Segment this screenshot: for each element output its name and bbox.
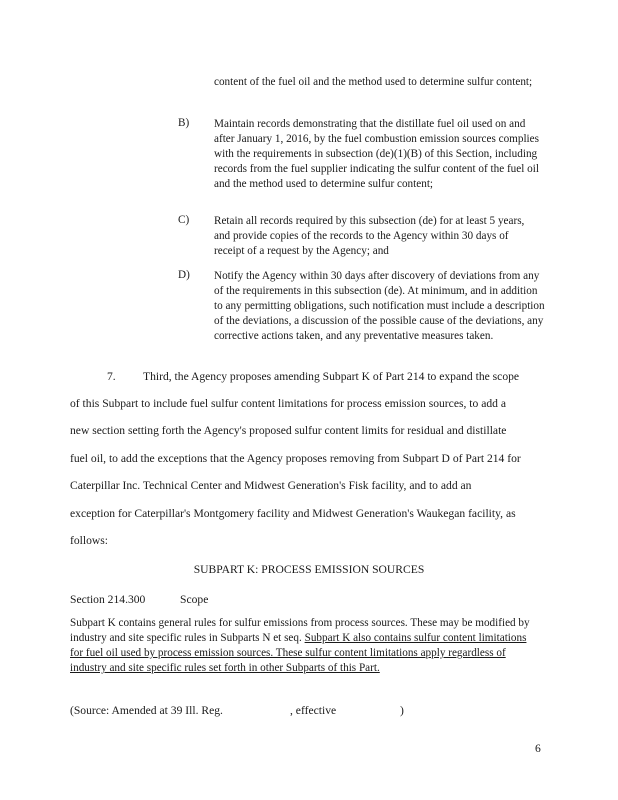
scope-amendment-text: Subpart K also contains sulfur content limitations for fuel oil used by process emission sources. These sulfur content limitations apply regardless of industry and site specific rules set forth in other Subparts of this Part. [70, 632, 527, 674]
paragraph-line-6: exception for Caterpillar's Montgomery facility and Midwest Generation's Waukegan facility, as [70, 507, 516, 520]
source-note-prefix: (Source: Amended at 39 Ill. Reg. [70, 704, 223, 717]
list-item-c-label: C) [178, 214, 190, 226]
paragraph-line-5: Caterpillar Inc. Technical Center and Midwest Generation's Fisk facility, and to add an [70, 479, 472, 492]
section-number: Section 214.300 [70, 593, 146, 606]
list-item-b-label: B) [178, 117, 190, 129]
section-title: Scope [180, 593, 209, 606]
source-note-effective: , effective [290, 704, 337, 717]
list-item-b-text: Maintain records demonstrating that the distillate fuel oil used on and after January 1, 2016, by the fuel combustion emission sources complies with the requirements in subsection (de)(1)(B) of this Section, including records from the fuel supplier indicating the sulfur content of the fuel oil and the method used to determine sulfur content; [214, 118, 539, 190]
paragraph-line-3: new section setting forth the Agency's proposed sulfur content limits for residual and distillate [70, 424, 507, 437]
paragraph-line-2: of this Subpart to include fuel sulfur content limitations for process emission sources, to add a [70, 397, 506, 410]
paragraph-line-4: fuel oil, to add the exceptions that the Agency proposes removing from Subpart D of Part 214 for [70, 452, 521, 465]
source-note-closing: ) [400, 704, 404, 717]
list-item-d-text: Notify the Agency within 30 days after discovery of deviations from any of the requirements in this subsection (de). At minimum, and in addition to any permitting obligations, such notification must include a description of the deviations, a discussion of the possible cause of the deviations, any corrective actions taken, and any preventative measures taken. [214, 270, 545, 342]
scope-paragraph [70, 616, 540, 676]
list-item-d-label: D) [178, 269, 190, 281]
list-item-a-continuation: content of the fuel oil and the method used to determine sulfur content; [214, 76, 533, 88]
subpart-heading: SUBPART K: PROCESS EMISSION SOURCES [193, 563, 425, 576]
page-number: 6 [535, 742, 541, 755]
scope-original-text: Subpart K contains general rules for sulfur emissions from process sources. These may be modified by industry and site specific rules in Subparts N et seq. [70, 617, 530, 644]
paragraph-line-1: Third, the Agency proposes amending Subpart K of Part 214 to expand the scope [143, 370, 520, 383]
list-item-c-text: Retain all records required by this subsection (de) for at least 5 years, and provide copies of the records to the Agency within 30 days of receipt of a request by the Agency; and [214, 215, 525, 257]
paragraph-line-7: follows: [70, 534, 109, 547]
paragraph-number: 7. [107, 370, 116, 383]
